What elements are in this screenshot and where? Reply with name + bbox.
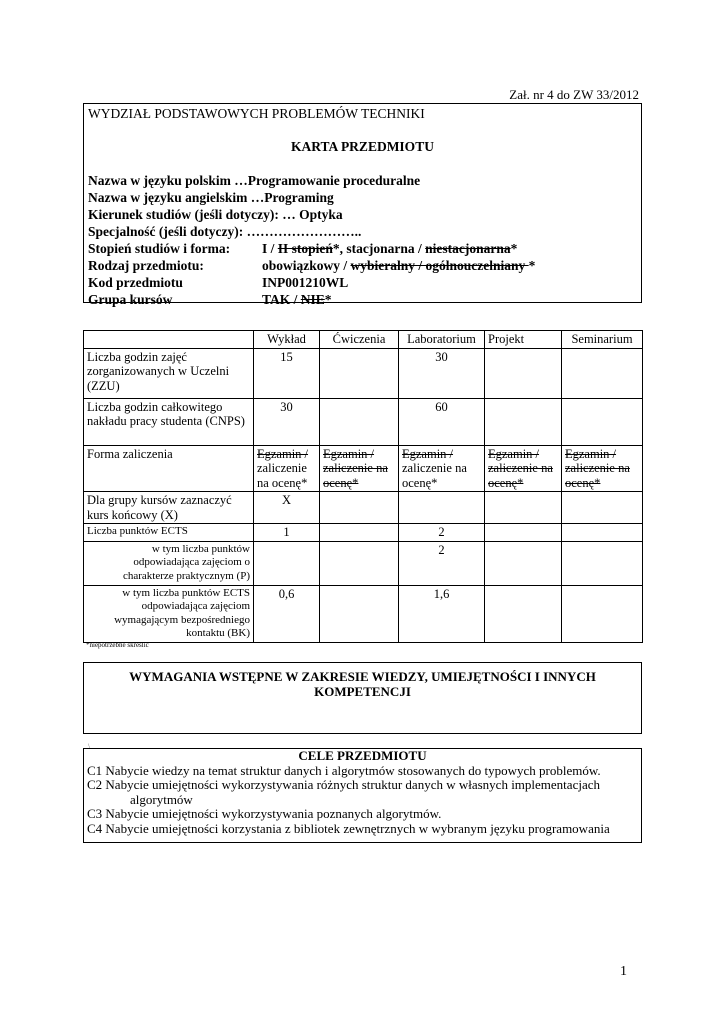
table-row-koncowy xyxy=(84,492,643,524)
forma-seminarium: Egzamin / zaliczenie na ocenę* xyxy=(562,445,643,492)
row-label: w tym liczba punktów odpowiadająca zajęciom o charakterze praktycznym (P) xyxy=(84,541,254,585)
page-number: 1 xyxy=(620,964,627,979)
header-wyklad: Wykład xyxy=(254,331,320,349)
cell-value: 30 xyxy=(399,348,485,398)
goals-title: CELE PRZEDMIOTU xyxy=(298,748,427,763)
requirements-box xyxy=(83,662,642,734)
degree-value: I / II stopień*, stacjonarna / niestacjonarna* xyxy=(262,241,518,256)
cell-value: 1,6 xyxy=(399,585,485,642)
requirements-title: WYMAGANIA WSTĘPNE W ZAKRESIE WIEDZY, UMIEJĘTNOŚCI I INNYCH KOMPETENCJI xyxy=(129,669,596,699)
header-laboratorium: Laboratorium xyxy=(399,331,485,349)
cell-value: 60 xyxy=(399,398,485,445)
cell-value: 15 xyxy=(254,348,320,398)
table-header-row xyxy=(84,331,643,349)
course-code-label: Kod przedmiotu xyxy=(88,275,183,290)
degree-row xyxy=(88,240,518,257)
cell-value: 2 xyxy=(399,524,485,542)
course-info-box xyxy=(83,103,642,307)
header-seminarium: Seminarium xyxy=(562,331,643,349)
hours-table xyxy=(83,330,643,643)
table-row-zzu xyxy=(84,348,643,398)
course-name-en: Nazwa w języku angielskim …Programing xyxy=(88,190,334,205)
row-label: Forma zaliczenia xyxy=(84,445,254,492)
course-code-row xyxy=(88,274,349,291)
row-label: Liczba godzin całkowitego nakładu pracy studenta (CNPS) xyxy=(84,398,254,445)
field-of-study: Kierunek studiów (jeśli dotyczy): … Optyka xyxy=(88,207,343,222)
table-row-forma xyxy=(84,445,643,492)
stray-mark: \ xyxy=(88,742,91,751)
course-type-label: Rodzaj przedmiotu: xyxy=(88,258,204,273)
row-label: Liczba punktów ECTS xyxy=(84,524,254,542)
course-group-label: Grupa kursów xyxy=(88,292,173,307)
course-group-value: TAK / NIE* xyxy=(262,292,332,307)
course-code-value: INP001210WL xyxy=(262,275,349,290)
goal-c2-continued: algorytmów xyxy=(130,791,193,807)
cell-value: 2 xyxy=(399,541,485,585)
forma-laboratorium: Egzamin / zaliczenie na ocenę* xyxy=(399,445,485,492)
table-row-ects xyxy=(84,524,643,542)
row-label: Dla grupy kursów zaznaczyć kurs końcowy (X) xyxy=(84,492,254,524)
goal-c4: C4 Nabycie umiejętności korzystania z bibliotek zewnętrznych w wybranym języku programowania xyxy=(87,820,610,836)
cell-value: X xyxy=(254,492,320,524)
goals-box xyxy=(83,748,642,843)
forma-projekt: Egzamin / zaliczenie na ocenę* xyxy=(485,445,562,492)
course-type-row xyxy=(88,257,536,274)
goal-c3: C3 Nabycie umiejętności wykorzystywania poznanych algorytmów. xyxy=(87,806,442,821)
cell-value: 1 xyxy=(254,524,320,542)
cell-value: 0,6 xyxy=(254,585,320,642)
course-group-row xyxy=(88,291,332,308)
goal-c1: C1 Nabycie wiedzy na temat struktur danych i algorytmów stosowanych do typowych problemów. xyxy=(87,762,601,778)
footnote: *niepotrzebne skreślić xyxy=(86,641,149,649)
degree-label: Stopień studiów i forma: xyxy=(88,241,231,256)
header-cwiczenia: Ćwiczenia xyxy=(320,331,399,349)
forma-cwiczenia: Egzamin / zaliczenie na ocenę* xyxy=(320,445,399,492)
attachment-reference: Zał. nr 4 do ZW 33/2012 xyxy=(509,87,639,102)
row-label: Liczba godzin zajęć zorganizowanych w Uczelni (ZZU) xyxy=(84,348,254,398)
header-projekt: Projekt xyxy=(485,331,562,349)
cell-value: 30 xyxy=(254,398,320,445)
row-label: w tym liczba punktów ECTS odpowiadająca zajęciom wymagającym bezpośredniego kontaktu (BK) xyxy=(84,585,254,642)
card-title: KARTA PRZEDMIOTU xyxy=(291,139,434,154)
course-name-pl: Nazwa w języku polskim …Programowanie proceduralne xyxy=(88,173,421,188)
course-type-value: obowiązkowy / wybieralny / ogólnouczelniany * xyxy=(262,258,536,273)
specialty: Specjalność (jeśli dotyczy): …………………….. xyxy=(88,224,362,239)
forma-wyklad: Egzamin / zaliczenie na ocenę* xyxy=(254,445,320,492)
table-row-ects-bk xyxy=(84,585,643,642)
goal-c2: C2 Nabycie umiejętności wykorzystywania różnych struktur danych w własnych implementacjach xyxy=(87,777,600,792)
table-row-ects-p xyxy=(84,541,643,585)
faculty-name: WYDZIAŁ PODSTAWOWYCH PROBLEMÓW TECHNIKI xyxy=(88,106,425,121)
table-row-cnps xyxy=(84,398,643,445)
